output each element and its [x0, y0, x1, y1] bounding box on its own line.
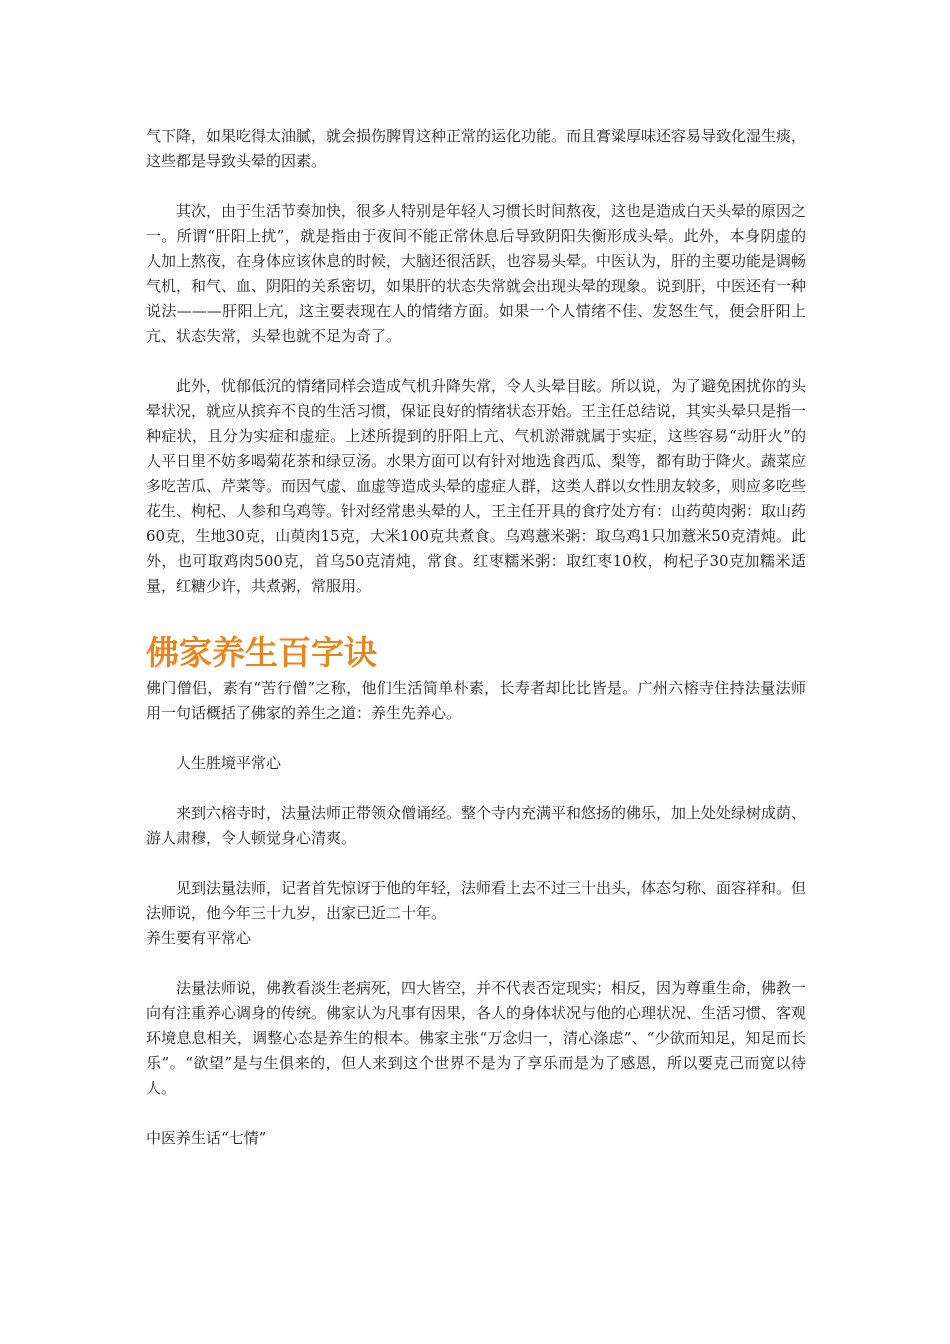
paragraph-diet-therapy: 此外，忧郁低沉的情绪同样会造成气机升降失常，令人头晕目眩。所以说，为了避免困扰你的头晕状况，就应从摈弃不良的生活习惯，保证良好的情绪状态开始。王主任总结说，其实头晕只是指一种症状，且分为实症和虚症。上述所提到的肝阳上亢、气机淤滞就属于实症，这些容易“动肝火”的人平日里不妨多喝菊花茶和绿豆汤。水果方面可以有针对地选食西瓜、梨等，都有助于降火。蔬菜应多吃苦瓜、芹菜等。而因气虚、血虚等造成头晕的虚症人群，这类人群以女性朋友较多，则应多吃些花生、枸杞、人参和乌鸡等。针对经常患头晕的人，王主任开具的食疗处方有：山药萸肉粥：取山药60克，生地30克，山萸肉15克，大米100克共煮食。乌鸡薏米粥：取乌鸡1只加薏米50克清炖。此外，也可取鸡肉500克，首乌50克清炖，常食。红枣糯米粥：取红枣10枚，枸杞子30克加糯米适量，红糖少许，共煮粥，常服用。 [146, 377, 807, 595]
paragraph-continued: 气下降，如果吃得太油腻，就会损伤脾胃这种正常的运化功能。而且膏粱厚味还容易导致化湿生痰，这些都是导致头晕的因素。 [146, 127, 807, 170]
paragraph-buddhist-view: 法量法师说，佛教看淡生老病死，四大皆空，并不代表否定现实；相反，因为尊重生命，佛教一向有注重养心调身的传统。佛家认为凡事有因果，各人的身体状况与他的心理状况、生活习惯、客观环境息息相关，调整心态是养生的根本。佛家主张“万念归一，清心涤虑”、“少欲而知足，知足而长乐”。“欲望”是与生俱来的，但人来到这个世界不是为了享乐而是为了感恩，所以要克己而宽以待人。 [146, 979, 807, 1097]
subheading-ordinary-mind: 人生胜境平常心 [176, 754, 282, 772]
paragraph-temple-visit: 来到六榕寺时，法量法师正带领众僧诵经。整个寺内充满平和悠扬的佛乐，加上处处绿树成荫、游人肃穆，令人顿觉身心清爽。 [146, 804, 807, 847]
paragraph-late-nights: 其次，由于生活节奏加快，很多人特别是年轻人习惯长时间熬夜，这也是造成白天头晕的原因之一。所谓“肝阳上扰”，就是指由于夜间不能正常休息后导致阴阳失衡形成头晕。此外，本身阴虚的人加上熬夜，在身体应该休息的时候，大脑还很活跃，也容易头晕。中医认为，肝的主要功能是调畅气机，和气、血、阴阳的关系密切，如果肝的状态失常就会出现头晕的现象。说到肝，中医还有一种说法———肝阳上亢，这主要表现在人的情绪方面。如果一个人情绪不佳、发怒生气，便会肝阳上亢、状态失常，头晕也就不足为奇了。 [146, 202, 807, 345]
intro-paragraph: 佛门僧侣，素有“苦行僧”之称，他们生活简单朴素，长寿者却比比皆是。广州六榕寺住持法量法师用一句话概括了佛家的养生之道：养生先养心。 [146, 679, 806, 722]
subheading-seven-emotions: 中医养生话“七情” [146, 1129, 267, 1147]
section-heading: 佛家养生百字诀 [146, 633, 377, 672]
paragraph-meeting-master: 见到法量法师，记者首先惊讶于他的年轻，法师看上去不过三十出头，体态匀称、面容祥和。但法师说，他今年三十九岁，出家已近二十年。 [146, 879, 807, 922]
document-body [146, 124, 806, 1151]
subheading-keep-calm: 养生要有平常心 [146, 929, 252, 947]
